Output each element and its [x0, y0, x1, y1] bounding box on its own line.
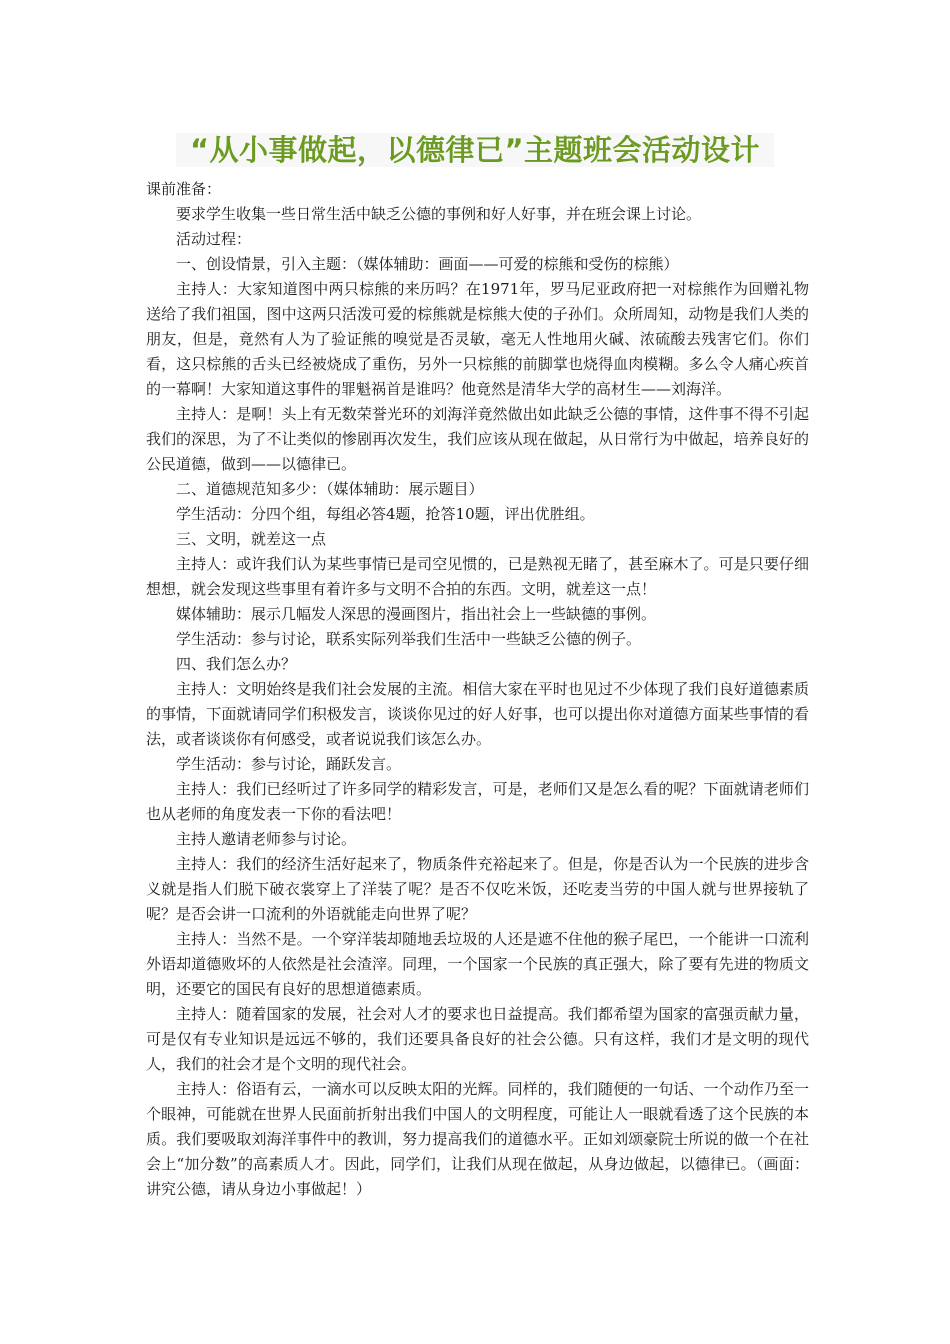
paragraph: 要求学生收集一些日常生活中缺乏公德的事例和好人好事，并在班会课上讨论。 [176, 205, 702, 223]
paragraph: 主持人：随着国家的发展，社会对人才的要求也日益提高。我们都希望为国家的富强贡献力量，可是仅有专业知识是远远不够的，我们还要具备良好的社会公德。只有这样，我们才是文明的现代人，我们的社会才是个文明的现代社会。 [146, 1005, 809, 1073]
paragraph: 主持人：是啊！头上有无数荣誉光环的刘海洋竟然做出如此缺乏公德的事情，这件事不得不引起我们的深思，为了不让类似的惨剧再次发生，我们应该从现在做起，从日常行为中做起，培养良好的公民道德，做到——以德律已。 [146, 405, 809, 473]
section-heading-4: 四、我们怎么办？ [176, 655, 297, 673]
paragraph: 主持人：我们的经济生活好起来了，物质条件充裕起来了。但是，你是否认为一个民族的进步含义就是指人们脱下破衣裳穿上了洋装了呢？是否不仅吃米饭，还吃麦当劳的中国人就与世界接轨了呢？是否会讲一口流利的外语就能走向世界了呢？ [146, 855, 809, 923]
document-body [146, 177, 809, 1202]
title-text: “从小事做起，以德律已”主题班会活动设计 [176, 133, 774, 167]
paragraph: 学生活动：参与讨论，联系实际列举我们生活中一些缺乏公德的例子。 [176, 630, 642, 648]
paragraph: 主持人：我们已经听过了许多同学的精彩发言，可是，老师们又是怎么看的呢？下面就请老师们也从老师的角度发表一下你的看法吧！ [146, 780, 809, 823]
paragraph: 媒体辅助：展示几幅发人深思的漫画图片，指出社会上一些缺德的事例。 [176, 605, 657, 623]
paragraph: 学生活动：参与讨论，踊跃发言。 [176, 755, 402, 773]
paragraph-preparation-heading: 课前准备： [146, 180, 222, 198]
paragraph: 主持人：或许我们认为某些事情已是司空见惯的，已是熟视无睹了，甚至麻木了。可是只要仔细想想，就会发现这些事里有着许多与文明不合拍的东西。文明，就差这一点！ [146, 555, 809, 598]
paragraph: 主持人：当然不是。一个穿洋装却随地丢垃圾的人还是遮不住他的猴子尾巴，一个能讲一口流利外语却道德败坏的人依然是社会渣滓。同理，一个国家一个民族的真正强大，除了要有先进的物质文明，还要它的国民有良好的思想道德素质。 [146, 930, 809, 998]
paragraph-process-heading: 活动过程： [176, 230, 252, 248]
document-title [0, 126, 950, 174]
paragraph: 主持人：俗语有云，一滴水可以反映太阳的光辉。同样的，我们随便的一句话、一个动作乃至一个眼神，可能就在世界人民面前折射出我们中国人的文明程度，可能让人一眼就看透了这个民族的本质。我们要吸取刘海洋事件中的教训，努力提高我们的道德水平。正如刘颂豪院士所说的做一个在社会上“加分数”的高素质人才。因此，同学们，让我们从现在做起，从身边做起，以德律已。（画面：讲究公德，请从身边小事做起！） [146, 1080, 809, 1198]
section-heading-3: 三、文明，就差这一点 [176, 530, 327, 548]
paragraph: 主持人：文明始终是我们社会发展的主流。相信大家在平时也见过不少体现了我们良好道德素质的事情，下面就请同学们积极发言，谈谈你见过的好人好事，也可以提出你对道德方面某些事情的看法，或者谈谈你有何感受，或者说说我们该怎么办。 [146, 680, 809, 748]
section-heading-1: 一、创设情景，引入主题：（媒体辅助：画面——可爱的棕熊和受伤的棕熊） [176, 255, 679, 273]
paragraph: 主持人邀请老师参与讨论。 [176, 830, 357, 848]
paragraph: 主持人：大家知道图中两只棕熊的来历吗？在1971年，罗马尼亚政府把一对棕熊作为回赠礼物送给了我们祖国，图中这两只活泼可爱的棕熊就是棕熊大使的子孙们。众所周知，动物是我们人类的朋友，但是，竟然有人为了验证熊的嗅觉是否灵敏，毫无人性地用火碱、浓硫酸去残害它们。你们看，这只棕熊的舌头已经被烧成了重伤，另外一只棕熊的前脚掌也烧得血肉模糊。多么令人痛心疾首的一幕啊！大家知道这事件的罪魁祸首是谁吗？他竟然是清华大学的高材生——刘海洋。 [146, 280, 809, 398]
section-heading-2: 二、道德规范知多少：（媒体辅助：展示题目） [176, 480, 484, 498]
paragraph: 学生活动：分四个组，每组必答4题，抢答10题，评出优胜组。 [176, 505, 595, 523]
